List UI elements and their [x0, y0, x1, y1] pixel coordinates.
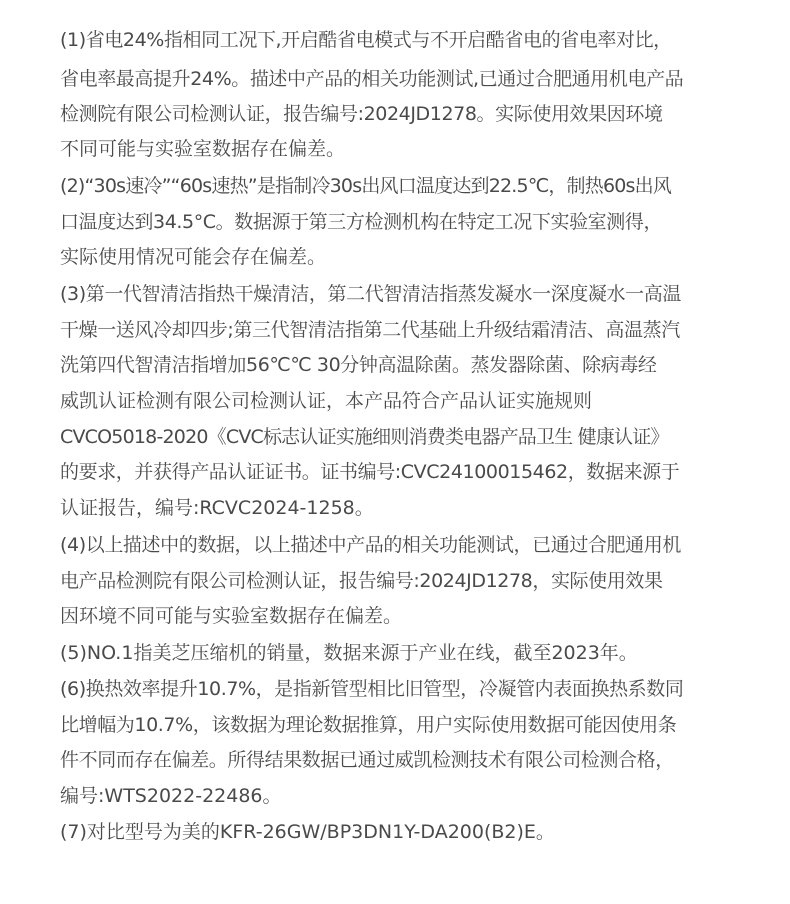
note-4-line-2: 电产品检测院有限公司检测认证，报告编号:2024JD1278，实际使用效果: [60, 570, 663, 592]
note-4-line-3: 因环境不同可能与实验室数据存在偏差。: [60, 605, 403, 627]
note-1-line-2: 省电率最高提升24%。描述中产品的相关功能测试,已通过合肥通用机电产品: [60, 68, 684, 90]
note-6-line-3: 件不同而存在偏差。所得结果数据已通过威凯检测技术有限公司检测合格，: [60, 749, 674, 771]
note-3-line-3: 洗第四代智清洁指增加56℃℃ 30分钟高温除菌。蒸发器除菌、除病毒经: [60, 354, 657, 376]
note-3-line-6: 的要求，并获得产品认证证书。证书编号:CVC24100015462，数据来源于: [60, 461, 680, 483]
note-2-line-3: 实际使用情况可能会存在偏差。: [60, 246, 327, 268]
note-6-line-4: 编号:WTS2022-22486。: [60, 785, 282, 807]
note-4-line-1: (4)以上描述中的数据，以上描述中产品的相关功能测试，已通过合肥通用机: [60, 534, 681, 556]
note-7-line-1: (7)对比型号为美的KFR-26GW/BP3DN1Y-DA200(B2)E。: [60, 821, 555, 843]
note-3-line-2: 干燥一送风冷却四步;第三代智清洁指第二代基础上升级结霜清洁、高温蒸汽: [60, 319, 680, 341]
note-1-line-1: (1)省电24%指相同工况下,开启酷省电模式与不开启酷省电的省电率对比，: [60, 29, 672, 51]
note-1-line-4: 不同可能与实验室数据存在偏差。: [60, 138, 346, 160]
note-1-line-3: 检测院有限公司检测认证，报告编号:2024JD1278。实际使用效果因环境: [60, 103, 663, 125]
note-5-line-1: (5)NO.1指美芝压缩机的销量，数据来源于产业在线，截至2023年。: [60, 642, 638, 664]
note-3-line-1: (3)第一代智清洁指热干燥清洁，第二代智清洁指蒸发凝水一深度凝水一高温: [60, 283, 681, 305]
note-3-line-4: 威凯认证检测有限公司检测认证，本产品符合产品认证实施规则: [60, 390, 593, 412]
note-3-line-7: 认证报告，编号:RCVC2024-1258。: [60, 497, 374, 519]
note-6-line-1: (6)换热效率提升10.7%，是指新管型相比旧管型，冷凝管内表面换热系数同: [60, 678, 684, 700]
note-2-line-1: (2)“30s速冷”“60s速热”是指制冷30s出风口温度达到22.5℃，制热60s出风: [60, 175, 672, 197]
note-6-line-2: 比增幅为10.7%，该数据为理论数据推算，用户实际使用数据可能因使用条: [60, 714, 677, 736]
note-3-line-5: CVCO5018-2020《CVC标志认证实施细则消费类电器产品卫生 健康认证》: [60, 426, 669, 448]
note-2-line-2: 口温度达到34.5°C。数据源于第三方检测机构在特定工况下实验室测得，: [60, 211, 663, 233]
